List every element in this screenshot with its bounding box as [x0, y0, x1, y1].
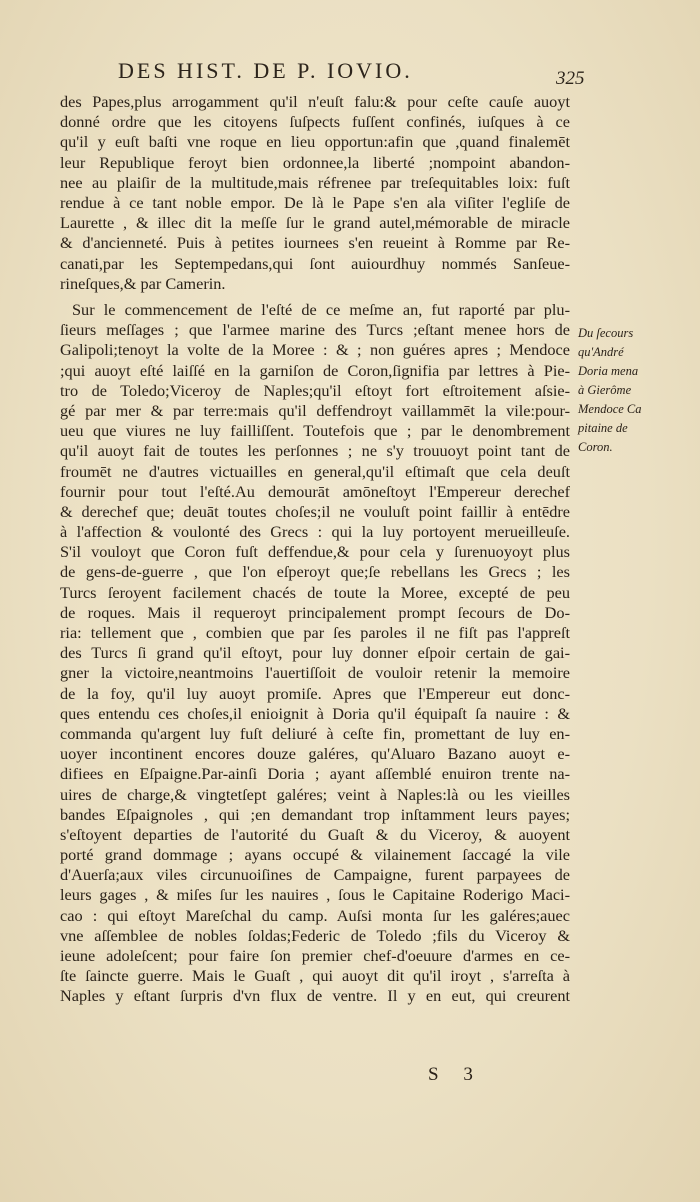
text-line: canati,par les Septempedans,qui ſont auiourdhuy nommés Sanſeue-: [60, 253, 570, 273]
text-line: ria: tellement que , combien que par ſes paroles il ne fiſt pas l'appreſt: [60, 623, 570, 642]
text-line: vne aſſemblee de nobles ſoldas;Federic de Toledo ;fils du Viceroy &: [60, 925, 570, 945]
text-line: Laurette , & illec dit la meſſe ſur le grand autel,mémorable de miracle: [60, 213, 570, 233]
paragraph-2: [60, 300, 570, 1007]
text-line: leur Republique feroyt bien ordonnee,la liberté ;nompoint abandon-: [60, 152, 570, 172]
margin-note-line: Du ſecours: [578, 326, 634, 340]
text-line: & d'ancienneté. Puis à petites iournees s'en reueint à Romme par Re-: [60, 233, 570, 253]
text-line: leurs gages , & miſes ſur les nauires , ſous le Capitaine Roderigo Maci-: [60, 885, 570, 905]
text-line: difiees en Eſpaigne.Par-ainſi Doria ; ayant aſſemblé enuiron trente na-: [60, 764, 570, 784]
text-line: qu'il y euſt baſti vne roque en lieu opportun:afin que ,quand finalemēt: [60, 132, 570, 152]
text-line: donné ordre que les citoyens ſuſpects fuſſent confinés, iuſques à ce: [60, 112, 570, 132]
text-line: ſte ſaincte guerre. Mais le Guaſt , qui auoyt dit qu'il iroyt , s'arreſta à: [60, 966, 570, 986]
margin-note-line: Coron.: [578, 440, 613, 454]
text-line: qu'il auoyt fait de toutes les perſonnes ; ne s'y trouuoyt point tant de: [60, 441, 570, 461]
margin-note-line: pitaine de: [578, 421, 628, 435]
text-line: ques entendu ces choſes,il enioignit à Doria qu'il équipaſt ſa nauire : &: [60, 703, 570, 723]
text-line: gner la victoire,neantmoins l'auertiſſoit de vouloir retenir la memoire: [60, 663, 570, 683]
text-line: s'eſtoyent departies de l'autorité du Guaſt & du Viceroy, & auoyent: [60, 824, 570, 844]
text-line: des Turcs ſi grand qu'il eſtoyt, pour luy donner eſpoir certain de gai-: [60, 643, 570, 663]
text-line: d'Auerſa;aux viles circunuoiſines de Campaigne, furent parpayees de: [60, 865, 570, 885]
text-line: froumēt ne d'autres victuailles en general,qu'il eſtimaſt que cela deuſt: [60, 461, 570, 481]
text-line: nee au plaiſir de la multitude,mais réfrenee par treſequitables loix: fuſt: [60, 172, 570, 192]
text-line: Naples y eſtant ſurpris d'vn flux de ventre. Il y en eut, qui creurent: [60, 986, 570, 1006]
text-line: ſieurs meſſages ; que l'armee marine des Turcs ;eſtant menee hors de: [60, 320, 570, 340]
text-line: S'il vouloyt que Coron fuſt deffendue,& pour cela y ſurenuoyoyt plus: [60, 542, 570, 562]
text-line: ieune adoleſcent; pour faire ſon premier chef-d'oeuure d'armes en ce-: [60, 946, 570, 965]
signature-mark: S 3: [428, 1064, 483, 1085]
text-line: de roques. Mais il requeroyt principalement prompt ſecours de Do-: [60, 602, 570, 622]
page-number: 325: [556, 68, 585, 89]
text-line: ueu que viures ne luy failliſſent. Toutefois que ; par le denombrement: [60, 421, 570, 441]
text-line: Turcs ſeroyent facilement chacés de toute la Moree, excepté de peu: [60, 582, 570, 602]
text-line: rendue à ce tant noble empor. De là le Pape s'en ala viſiter l'egliſe de: [60, 192, 570, 212]
margin-note-line: à Gierôme: [578, 383, 632, 397]
text-line: Galipoli;tenoyt la volte de la Moree : & ; non guéres apres ; Mendoce: [60, 340, 570, 360]
text-line: à l'affection & voulonté des Grecs : qui la luy portoyent merueilleuſe.: [60, 522, 570, 542]
text-line: de gens-de-guerre , que l'on eſperoyt que;ſe rebellans les Grecs ; les: [60, 562, 570, 582]
text-line: de la foy, qu'il luy auoyt promiſe. Apres que l'Empereur eut donc-: [60, 683, 570, 703]
text-line: porté grand dommage ; ayans occupé & vilainement ſaccagé la vile: [60, 845, 570, 865]
text-line: commanda qu'argent luy fuſt deliuré à ceſte fin, promettant de luy en-: [60, 723, 570, 743]
text-line: uoyer incontinent encores douze galéres, qu'Aluaro Bazano auoyt e-: [60, 744, 570, 764]
text-line: des Papes,plus arrogamment qu'il n'euſt falu:& pour ceſte cauſe auoyt: [60, 92, 570, 111]
text-line: rineſques,& par Camerin.: [60, 273, 226, 293]
text-line: Sur le commencement de l'eſté de ce meſme an, fut raporté par plu-: [72, 300, 570, 319]
text-line: tro de Toledo;Viceroy de Naples;qu'il eſtoyt fort eſtroitement aſsie-: [60, 380, 570, 400]
margin-note: [578, 324, 682, 457]
text-line: gé par mer & par terre:mais qu'il deffendroyt vaillammēt la vile:pour-: [60, 400, 570, 420]
paragraph-1: [60, 92, 570, 294]
text-line: fournir pour tout l'eſté.Au demourāt amōneſtoyt l'Empereur derechef: [60, 481, 570, 501]
text-line: ;qui auoyt eſté laiſſé en la garniſon de Coron,ſignifia par lettres à Pie-: [60, 360, 570, 380]
margin-note-line: Doria mena: [578, 364, 639, 378]
text-line: & derechef que; deuāt toutes choſes;il ne vouluſt point faillir à entēdre: [60, 501, 570, 521]
text-line: bandes Eſpaignoles , qui ;en demandant trop inſtamment leurs payes;: [60, 804, 570, 824]
margin-note-line: Mendoce Ca: [578, 402, 642, 416]
text-line: cao : qui eſtoyt Mareſchal du camp. Auſsi monta ſur les galéres;auec: [60, 905, 570, 925]
running-head: DES HIST. DE P. IOVIO.: [118, 58, 413, 83]
margin-note-line: qu'André: [578, 345, 624, 359]
text-line: uires de charge,& vingtetſept galéres; veint à Naples:là ou les vieilles: [60, 784, 570, 804]
